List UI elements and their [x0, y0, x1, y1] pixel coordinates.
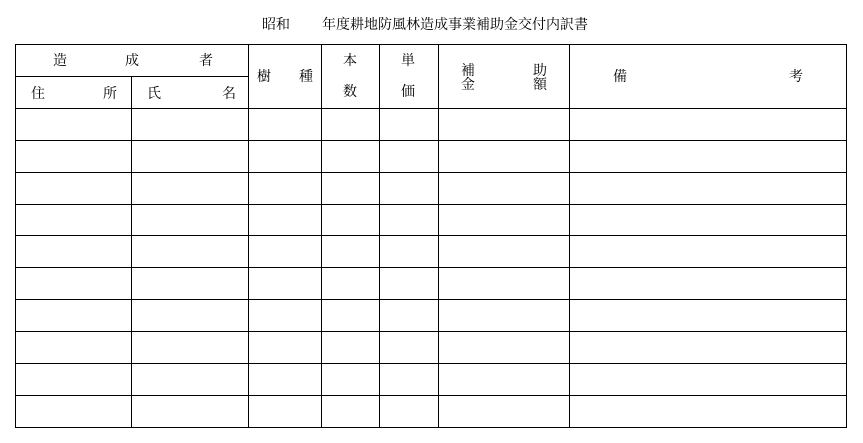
cell-shimei[interactable]	[132, 141, 248, 172]
cell-jushu[interactable]	[249, 236, 321, 267]
border-top	[15, 44, 847, 45]
cell-jushu[interactable]	[249, 268, 321, 299]
cell-shimei[interactable]	[132, 364, 248, 395]
table-row	[15, 364, 847, 395]
cell-jushu[interactable]	[249, 141, 321, 172]
cell-hojokin[interactable]	[439, 396, 569, 427]
header-zousei-3: 者	[199, 53, 213, 69]
cell-tanka[interactable]	[380, 173, 438, 204]
title-era: 昭和	[262, 17, 290, 33]
header-tanka-2: 価	[401, 84, 415, 100]
header-hojokin-3: 金	[461, 77, 475, 93]
header-tanka-1: 単	[401, 53, 415, 69]
table-row	[15, 173, 847, 204]
cell-jushu[interactable]	[249, 300, 321, 331]
cell-jusho[interactable]	[16, 364, 131, 395]
table-row	[15, 332, 847, 363]
cell-jushu[interactable]	[249, 173, 321, 204]
header-honsu-1: 本	[343, 53, 357, 69]
cell-biko[interactable]	[570, 332, 846, 363]
cell-jusho[interactable]	[16, 205, 131, 236]
cell-honsu[interactable]	[322, 364, 379, 395]
table-row	[15, 109, 847, 140]
header-hojokin-4: 額	[533, 77, 547, 93]
cell-hojokin[interactable]	[439, 141, 569, 172]
header-hojokin-2: 助	[533, 63, 547, 79]
cell-biko[interactable]	[570, 205, 846, 236]
header-zousei-1: 造	[53, 53, 67, 69]
cell-shimei[interactable]	[132, 332, 248, 363]
cell-honsu[interactable]	[322, 236, 379, 267]
cell-tanka[interactable]	[380, 268, 438, 299]
cell-biko[interactable]	[570, 396, 846, 427]
cell-hojokin[interactable]	[439, 109, 569, 140]
cell-honsu[interactable]	[322, 205, 379, 236]
cell-jusho[interactable]	[16, 109, 131, 140]
cell-honsu[interactable]	[322, 332, 379, 363]
cell-tanka[interactable]	[380, 236, 438, 267]
cell-jusho[interactable]	[16, 173, 131, 204]
table-row	[15, 268, 847, 299]
cell-jusho[interactable]	[16, 268, 131, 299]
cell-tanka[interactable]	[380, 205, 438, 236]
border-bottom	[15, 427, 847, 428]
table-row	[15, 205, 847, 236]
cell-jusho[interactable]	[16, 141, 131, 172]
header-jushu-2: 種	[299, 69, 313, 85]
cell-shimei[interactable]	[132, 268, 248, 299]
cell-hojokin[interactable]	[439, 300, 569, 331]
title-text: 年度耕地防風林造成事業補助金交付内訳書	[322, 17, 588, 33]
cell-jushu[interactable]	[249, 109, 321, 140]
header-zousei-2: 成	[125, 53, 139, 69]
cell-jushu[interactable]	[249, 332, 321, 363]
cell-shimei[interactable]	[132, 109, 248, 140]
header-honsu-2: 数	[343, 84, 357, 100]
header-hojokin-1: 補	[461, 63, 475, 79]
document-title	[0, 14, 863, 36]
cell-tanka[interactable]	[380, 141, 438, 172]
header-shimei-2: 名	[222, 86, 236, 102]
cell-biko[interactable]	[570, 268, 846, 299]
cell-honsu[interactable]	[322, 173, 379, 204]
cell-hojokin[interactable]	[439, 173, 569, 204]
cell-honsu[interactable]	[322, 396, 379, 427]
table-row	[15, 396, 847, 427]
form-table	[15, 44, 847, 428]
table-row	[15, 300, 847, 331]
cell-jushu[interactable]	[249, 396, 321, 427]
cell-jusho[interactable]	[16, 396, 131, 427]
cell-tanka[interactable]	[380, 300, 438, 331]
cell-jushu[interactable]	[249, 364, 321, 395]
cell-hojokin[interactable]	[439, 268, 569, 299]
cell-honsu[interactable]	[322, 109, 379, 140]
cell-hojokin[interactable]	[439, 236, 569, 267]
header-jushu-1: 樹	[257, 69, 271, 85]
cell-honsu[interactable]	[322, 300, 379, 331]
cell-jushu[interactable]	[249, 205, 321, 236]
cell-biko[interactable]	[570, 173, 846, 204]
header-shimei-1: 氏	[147, 86, 161, 102]
cell-hojokin[interactable]	[439, 364, 569, 395]
cell-tanka[interactable]	[380, 396, 438, 427]
cell-biko[interactable]	[570, 364, 846, 395]
header-biko-1: 備	[613, 69, 627, 85]
cell-tanka[interactable]	[380, 364, 438, 395]
cell-tanka[interactable]	[380, 109, 438, 140]
cell-shimei[interactable]	[132, 173, 248, 204]
cell-biko[interactable]	[570, 109, 846, 140]
table-row	[15, 141, 847, 172]
cell-biko[interactable]	[570, 236, 846, 267]
cell-shimei[interactable]	[132, 205, 248, 236]
cell-jusho[interactable]	[16, 332, 131, 363]
cell-hojokin[interactable]	[439, 205, 569, 236]
header-jusho-1: 住	[31, 86, 45, 102]
header-jusho-2: 所	[103, 86, 117, 102]
cell-jusho[interactable]	[16, 300, 131, 331]
cell-shimei[interactable]	[132, 236, 248, 267]
cell-honsu[interactable]	[322, 141, 379, 172]
header-biko-2: 考	[789, 69, 803, 85]
cell-biko[interactable]	[570, 141, 846, 172]
cell-shimei[interactable]	[132, 396, 248, 427]
table-row	[15, 236, 847, 267]
cell-shimei[interactable]	[132, 300, 248, 331]
cell-tanka[interactable]	[380, 332, 438, 363]
cell-jusho[interactable]	[16, 236, 131, 267]
cell-biko[interactable]	[570, 300, 846, 331]
cell-hojokin[interactable]	[439, 332, 569, 363]
cell-honsu[interactable]	[322, 268, 379, 299]
